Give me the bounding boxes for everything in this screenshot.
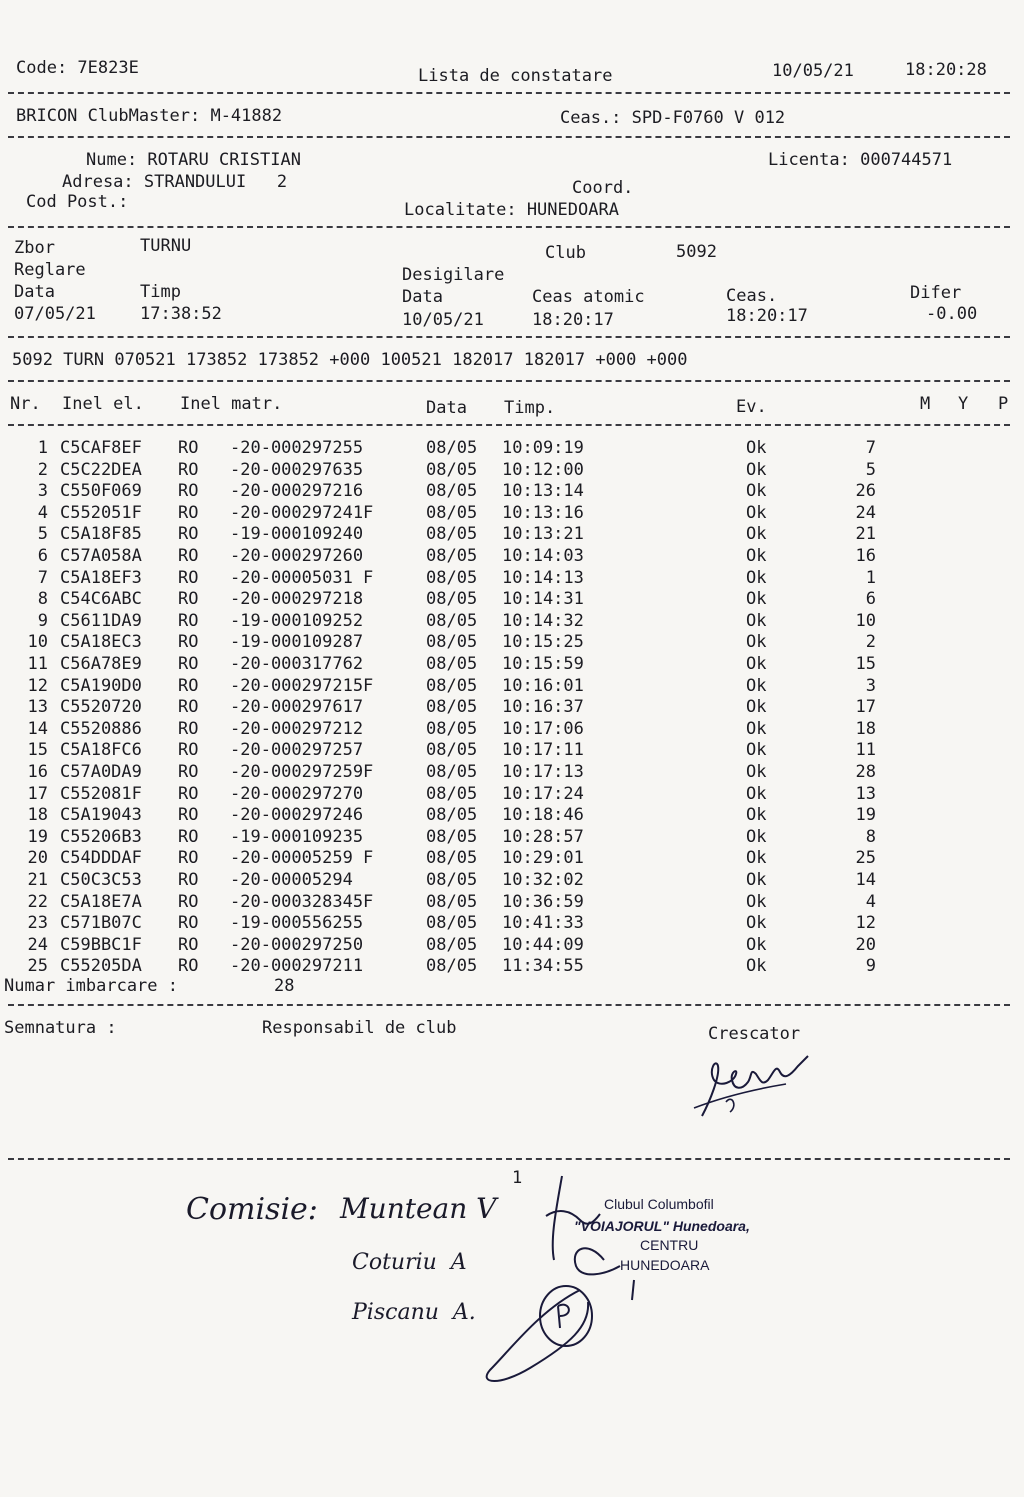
col-header-ev: Ev.: [736, 397, 767, 417]
desigilare-date: 10/05/21: [402, 310, 484, 330]
cell-ev: Ok: [746, 826, 767, 847]
cell-matr: -19-000556255: [230, 913, 364, 934]
cell-time: 10:41:33: [502, 913, 584, 934]
col-header-nr: Nr.: [10, 394, 41, 414]
cell-el: C5A190D0: [60, 675, 142, 696]
timp-label: Timp: [140, 282, 181, 302]
cell-el: C5520720: [60, 697, 142, 718]
table-row: [0, 675, 1024, 697]
numar-imbarcare-value: 28: [274, 976, 295, 996]
divider: [8, 92, 1010, 94]
desigilare-clock-time: 18:20:17: [726, 306, 808, 326]
owner-address: Adresa: STRANDULUI 2: [62, 172, 288, 192]
data2-label: Data: [402, 287, 443, 307]
table-row: [0, 804, 1024, 826]
cell-el: C5A18EF3: [60, 567, 142, 588]
cell-ev: Ok: [746, 956, 767, 977]
cell-ev: Ok: [746, 718, 767, 739]
semnatura-label: Semnatura :: [4, 1018, 117, 1038]
cell-el: C550F069: [60, 481, 142, 502]
cell-el: C57A058A: [60, 546, 142, 566]
cell-date: 08/05: [426, 589, 478, 610]
cell-cc: RO: [178, 438, 199, 458]
cell-cc: RO: [178, 762, 199, 782]
cell-pos: 9: [865, 956, 876, 977]
cell-date: 08/05: [426, 891, 478, 912]
cell-el: C57A0DA9: [60, 762, 142, 782]
cell-matr: -20-000297260: [230, 546, 364, 566]
cell-time: 10:15:25: [502, 632, 584, 653]
cell-time: 10:09:19: [502, 438, 584, 458]
cell-el: C55206B3: [60, 826, 142, 847]
table-row: [0, 610, 1024, 632]
cell-cc: RO: [178, 826, 199, 847]
divider: [8, 380, 1010, 382]
cell-matr: -20-000317762: [230, 654, 364, 674]
cell-matr: -19-000109287: [230, 632, 364, 653]
page-number: 1: [512, 1168, 523, 1188]
cell-el: C5A18FC6: [60, 740, 142, 761]
cell-time: 10:29:01: [502, 848, 584, 869]
cell-ev: Ok: [746, 632, 767, 653]
cell-nr: 21: [27, 870, 48, 890]
table-row: [0, 545, 1024, 567]
postcode-label: Cod Post.:: [26, 192, 129, 212]
divider: [8, 424, 1010, 426]
cell-ev: Ok: [746, 438, 767, 458]
table-row: [0, 955, 1024, 977]
summary-line: 5092 TURN 070521 173852 173852 +000 100521 182017 182017 +000 +000: [12, 350, 688, 370]
cell-date: 08/05: [426, 524, 478, 545]
cell-date: 08/05: [426, 697, 478, 718]
cell-time: 10:13:21: [502, 524, 584, 545]
cell-cc: RO: [178, 697, 199, 718]
data-label: Data: [14, 282, 55, 302]
cell-time: 10:14:32: [502, 610, 584, 631]
cell-matr: -20-000297218: [230, 589, 364, 610]
divider: [8, 1004, 1010, 1006]
cell-nr: 9: [37, 610, 48, 631]
cell-cc: RO: [178, 546, 199, 566]
cell-pos: 20: [855, 934, 876, 955]
col-header-timp: Timp.: [504, 398, 556, 418]
table-row: [0, 869, 1024, 891]
ceas-atomic-label: Ceas atomic: [532, 287, 645, 307]
club-value: 5092: [676, 242, 717, 262]
cell-matr: -20-00005031 F: [230, 567, 374, 588]
cell-date: 08/05: [426, 913, 478, 934]
cell-ev: Ok: [746, 546, 767, 566]
cell-date: 08/05: [426, 762, 478, 782]
cell-ev: Ok: [746, 848, 767, 869]
col-header-m: M: [920, 394, 931, 414]
cell-pos: 1: [865, 567, 876, 588]
cell-el: C552051F: [60, 502, 142, 523]
cell-el: C552081F: [60, 783, 142, 804]
clubmaster-id: BRICON ClubMaster: M-41882: [16, 106, 283, 126]
cell-cc: RO: [178, 589, 199, 610]
cell-cc: RO: [178, 481, 199, 502]
responsabil-label: Responsabil de club: [262, 1018, 457, 1038]
club-label: Club: [545, 243, 586, 263]
stamp-line-1: Clubul Columbofil: [604, 1196, 714, 1212]
coord-label: Coord.: [572, 178, 634, 198]
cell-date: 08/05: [426, 502, 478, 523]
cell-nr: 20: [27, 848, 48, 869]
cell-nr: 7: [37, 567, 48, 588]
cell-ev: Ok: [746, 654, 767, 674]
table-row: [0, 761, 1024, 783]
cell-matr: -20-000297246: [230, 805, 364, 826]
cell-cc: RO: [178, 913, 199, 934]
divider: [8, 226, 1010, 228]
cell-ev: Ok: [746, 567, 767, 588]
cell-nr: 14: [27, 718, 48, 739]
cell-nr: 19: [27, 826, 48, 847]
table-row: [0, 826, 1024, 848]
table-row: [0, 891, 1024, 913]
cell-date: 08/05: [426, 934, 478, 955]
cell-time: 10:18:46: [502, 805, 584, 826]
cell-ev: Ok: [746, 524, 767, 545]
numar-imbarcare-label: Numar imbarcare :: [4, 976, 178, 996]
cell-time: 10:28:57: [502, 826, 584, 847]
table-row: [0, 718, 1024, 740]
cell-time: 10:36:59: [502, 891, 584, 912]
cell-nr: 10: [27, 632, 48, 653]
cell-matr: -20-000297255: [230, 438, 364, 458]
cell-ev: Ok: [746, 740, 767, 761]
owner-license: Licenta: 000744571: [768, 150, 953, 170]
table-row: [0, 459, 1024, 481]
cell-cc: RO: [178, 718, 199, 739]
cell-matr: -20-000297215F: [230, 675, 374, 696]
cell-nr: 1: [37, 438, 48, 458]
cell-nr: 2: [37, 459, 48, 480]
cell-nr: 25: [27, 956, 48, 977]
cell-cc: RO: [178, 783, 199, 804]
cell-cc: RO: [178, 848, 199, 869]
cell-matr: -20-000297211: [230, 956, 364, 977]
cell-nr: 17: [27, 783, 48, 804]
cell-date: 08/05: [426, 632, 478, 653]
cell-cc: RO: [178, 524, 199, 545]
cell-date: 08/05: [426, 718, 478, 739]
cell-ev: Ok: [746, 934, 767, 955]
cell-time: 10:13:16: [502, 502, 584, 523]
col-header-inel-el: Inel el.: [62, 394, 144, 414]
cell-el: C5A18E7A: [60, 891, 142, 912]
cell-el: C54DDDAF: [60, 848, 142, 869]
cell-cc: RO: [178, 891, 199, 912]
cell-matr: -20-000297216: [230, 481, 364, 502]
cell-matr: -20-000297270: [230, 783, 364, 804]
zbor-value: TURNU: [140, 236, 192, 256]
cell-matr: -20-000297212: [230, 718, 364, 739]
cell-el: C5A18F85: [60, 524, 142, 545]
owner-locality: Localitate: HUNEDOARA: [404, 200, 619, 220]
cell-pos: 17: [855, 697, 876, 718]
cell-el: C54C6ABC: [60, 589, 142, 610]
cell-time: 11:34:55: [502, 956, 584, 977]
cell-pos: 11: [855, 740, 876, 761]
cell-ev: Ok: [746, 502, 767, 523]
cell-el: C5C22DEA: [60, 459, 142, 480]
commission-member-3: Piscanu A.: [352, 1300, 476, 1325]
table-row: [0, 588, 1024, 610]
cell-cc: RO: [178, 502, 199, 523]
cell-cc: RO: [178, 675, 199, 696]
owner-name: Nume: ROTARU CRISTIAN: [86, 150, 301, 170]
cell-el: C5611DA9: [60, 610, 142, 631]
cell-date: 08/05: [426, 610, 478, 631]
document-title: Lista de constatare: [418, 66, 613, 86]
col-header-inel-matr: Inel matr.: [180, 394, 283, 414]
cell-matr: -19-000109252: [230, 610, 364, 631]
cell-ev: Ok: [746, 870, 767, 890]
col-header-data: Data: [426, 398, 467, 418]
cell-nr: 5: [37, 524, 48, 545]
cell-pos: 26: [855, 481, 876, 502]
table-row: [0, 912, 1024, 934]
cell-el: C5A19043: [60, 805, 142, 826]
desigilare-label: Desigilare: [402, 265, 505, 285]
table-row: [0, 480, 1024, 502]
reglare-date: 07/05/21: [14, 304, 96, 324]
col-header-p: P: [998, 394, 1009, 414]
clock-id: Ceas.: SPD-F0760 V 012: [560, 108, 786, 128]
cell-ev: Ok: [746, 783, 767, 804]
table-row: [0, 739, 1024, 761]
cell-time: 10:17:06: [502, 718, 584, 739]
cell-date: 08/05: [426, 956, 478, 977]
table-row: [0, 783, 1024, 805]
cell-matr: -20-00005259 F: [230, 848, 374, 869]
table-row: [0, 847, 1024, 869]
cell-cc: RO: [178, 610, 199, 631]
cell-date: 08/05: [426, 870, 478, 890]
cell-cc: RO: [178, 567, 199, 588]
cell-nr: 12: [27, 675, 48, 696]
table-row: [0, 502, 1024, 524]
cell-pos: 24: [855, 502, 876, 523]
cell-pos: 21: [855, 524, 876, 545]
crescator-signature: [690, 1046, 820, 1126]
divider: [8, 336, 1010, 338]
table-row: [0, 934, 1024, 956]
cell-nr: 23: [27, 913, 48, 934]
cell-date: 08/05: [426, 481, 478, 502]
cell-pos: 5: [865, 459, 876, 480]
cell-el: C55205DA: [60, 956, 142, 977]
table-row: [0, 653, 1024, 675]
cell-cc: RO: [178, 956, 199, 977]
cell-time: 10:14:03: [502, 546, 584, 566]
cell-ev: Ok: [746, 697, 767, 718]
header-time: 18:20:28: [905, 60, 987, 80]
cell-el: C59BBC1F: [60, 934, 142, 955]
cell-pos: 13: [855, 783, 876, 804]
desigilare-atomic-time: 18:20:17: [532, 310, 614, 330]
commission-member-1: Muntean V: [340, 1192, 497, 1225]
crescator-label: Crescator: [708, 1024, 801, 1044]
cell-cc: RO: [178, 740, 199, 761]
cell-ev: Ok: [746, 762, 767, 782]
cell-nr: 8: [37, 589, 48, 610]
cell-date: 08/05: [426, 567, 478, 588]
divider: [8, 1158, 1010, 1160]
difer-label: Difer: [910, 283, 962, 303]
divider: [8, 136, 1010, 138]
cell-date: 08/05: [426, 805, 478, 826]
cell-date: 08/05: [426, 654, 478, 674]
table-row: [0, 696, 1024, 718]
cell-matr: -20-000297241F: [230, 502, 374, 523]
commission-member-2: Coturiu A: [352, 1250, 467, 1275]
cell-nr: 6: [37, 546, 48, 566]
stamp-line-3: CENTRU: [640, 1237, 699, 1253]
comisie-label: Comisie:: [186, 1192, 318, 1227]
cell-matr: -20-000297250: [230, 934, 364, 955]
cell-time: 10:15:59: [502, 654, 584, 674]
cell-time: 10:14:13: [502, 567, 584, 588]
cell-pos: 6: [865, 589, 876, 610]
cell-cc: RO: [178, 870, 199, 890]
cell-nr: 4: [37, 502, 48, 523]
table-row: [0, 567, 1024, 589]
cell-el: C571B07C: [60, 913, 142, 934]
difer-value: -0.00: [926, 304, 978, 324]
table-row: [0, 523, 1024, 545]
cell-pos: 7: [865, 438, 876, 458]
cell-pos: 10: [855, 610, 876, 631]
cell-nr: 3: [37, 481, 48, 502]
cell-time: 10:16:01: [502, 675, 584, 696]
reglare-label: Reglare: [14, 260, 86, 280]
cell-matr: -19-000109235: [230, 826, 364, 847]
cell-pos: 16: [855, 546, 876, 566]
cell-cc: RO: [178, 632, 199, 653]
cell-time: 10:16:37: [502, 697, 584, 718]
cell-matr: -20-000297259F: [230, 762, 374, 782]
cell-pos: 4: [865, 891, 876, 912]
cell-date: 08/05: [426, 438, 478, 458]
cell-cc: RO: [178, 805, 199, 826]
cell-date: 08/05: [426, 546, 478, 566]
stamp-line-4: HUNEDOARA: [620, 1257, 710, 1273]
cell-nr: 18: [27, 805, 48, 826]
header-date: 10/05/21: [772, 61, 854, 81]
cell-date: 08/05: [426, 675, 478, 696]
cell-pos: 3: [865, 675, 876, 696]
cell-el: C50C3C53: [60, 870, 142, 890]
cell-time: 10:32:02: [502, 870, 584, 890]
cell-cc: RO: [178, 654, 199, 674]
reglare-time: 17:38:52: [140, 304, 222, 324]
cell-matr: -20-00005294: [230, 870, 353, 890]
table-row: [0, 437, 1024, 459]
cell-pos: 14: [855, 870, 876, 890]
cell-cc: RO: [178, 459, 199, 480]
cell-nr: 13: [27, 697, 48, 718]
table-row: [0, 631, 1024, 653]
cell-nr: 11: [27, 654, 48, 674]
cell-date: 08/05: [426, 848, 478, 869]
cell-time: 10:17:11: [502, 740, 584, 761]
cell-time: 10:14:31: [502, 589, 584, 610]
cell-matr: -20-000297635: [230, 459, 364, 480]
cell-pos: 2: [865, 632, 876, 653]
cell-el: C5520886: [60, 718, 142, 739]
cell-el: C56A78E9: [60, 654, 142, 674]
cell-nr: 22: [27, 891, 48, 912]
cell-time: 10:17:13: [502, 762, 584, 782]
cell-date: 08/05: [426, 783, 478, 804]
cell-el: C5CAF8EF: [60, 438, 142, 458]
cell-time: 10:17:24: [502, 783, 584, 804]
cell-ev: Ok: [746, 675, 767, 696]
cell-ev: Ok: [746, 891, 767, 912]
cell-el: C5A18EC3: [60, 632, 142, 653]
stamp-line-2: "VOIAJORUL" Hunedoara,: [574, 1218, 750, 1234]
cell-matr: -20-000328345F: [230, 891, 374, 912]
cell-pos: 8: [865, 826, 876, 847]
cell-pos: 18: [855, 718, 876, 739]
cell-ev: Ok: [746, 913, 767, 934]
code-label: Code: 7E823E: [16, 58, 139, 78]
cell-pos: 25: [855, 848, 876, 869]
zbor-label: Zbor: [14, 238, 55, 258]
cell-pos: 19: [855, 805, 876, 826]
cell-pos: 28: [855, 762, 876, 782]
cell-date: 08/05: [426, 740, 478, 761]
cell-nr: 15: [27, 740, 48, 761]
cell-date: 08/05: [426, 459, 478, 480]
cell-pos: 15: [855, 654, 876, 674]
ceas-label: Ceas.: [726, 286, 778, 306]
cell-ev: Ok: [746, 805, 767, 826]
cell-time: 10:12:00: [502, 459, 584, 480]
cell-ev: Ok: [746, 610, 767, 631]
cell-nr: 16: [27, 762, 48, 782]
cell-matr: -20-000297617: [230, 697, 364, 718]
col-header-y: Y: [958, 394, 969, 414]
cell-pos: 12: [855, 913, 876, 934]
cell-matr: -20-000297257: [230, 740, 364, 761]
cell-nr: 24: [27, 934, 48, 955]
cell-ev: Ok: [746, 589, 767, 610]
cell-matr: -19-000109240: [230, 524, 364, 545]
cell-ev: Ok: [746, 459, 767, 480]
cell-time: 10:44:09: [502, 934, 584, 955]
cell-time: 10:13:14: [502, 481, 584, 502]
cell-date: 08/05: [426, 826, 478, 847]
cell-ev: Ok: [746, 481, 767, 502]
cell-cc: RO: [178, 934, 199, 955]
